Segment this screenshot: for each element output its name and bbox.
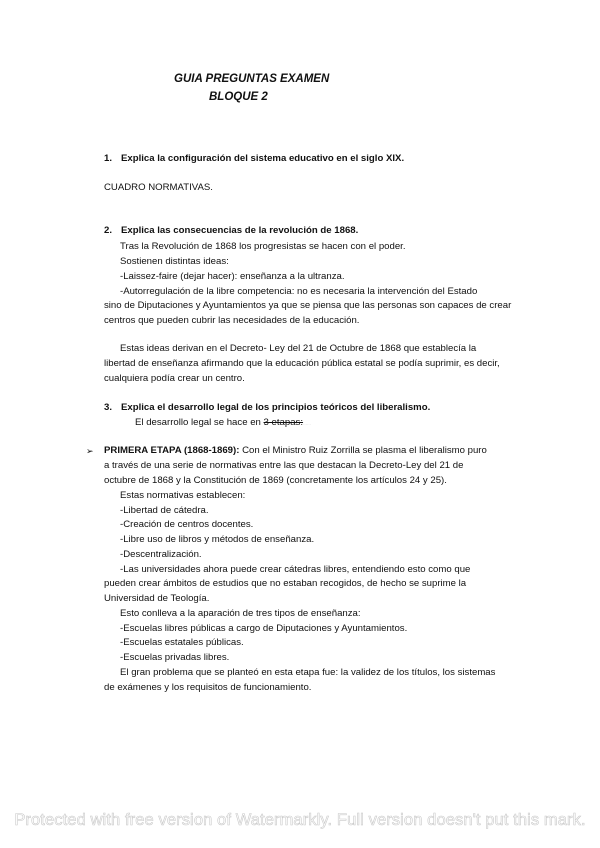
- question-2-number: 2.: [104, 225, 113, 236]
- watermark-text: Protected with free version of Watermarkly. Full version doesn't put this mark.: [14, 811, 586, 829]
- page-title: GUIA PREGUNTAS EXAMEN: [174, 73, 330, 85]
- question-3-heading: [104, 401, 430, 416]
- q2-paragraph-line: libertad de enseñanza afirmando que la educación pública estatal se podía suprimir, es decir,: [104, 358, 500, 369]
- q2-line: centros que pueden cubrir las necesidades de la educación.: [104, 315, 360, 326]
- first-stage-line: a través de una serie de normativas entre las que destacan la Decreto-Ley del 21 de: [104, 460, 464, 471]
- q3-intro: [135, 416, 311, 432]
- q3-intro-struck: 3 etapas:: [263, 417, 304, 428]
- question-1-number: 1.: [104, 153, 113, 164]
- norm-item-cont: Universidad de Teología.: [104, 593, 210, 604]
- q2-paragraph-line: cualquiera podía crear un centro.: [104, 373, 245, 384]
- q2-line: Sostienen distintas ideas:: [120, 256, 229, 267]
- question-1-answer: CUADRO NORMATIVAS.: [104, 182, 213, 193]
- problem-line: de exámenes y los requisitos de funcionamiento.: [104, 682, 312, 693]
- q2-paragraph-line: Estas ideas derivan en el Decreto- Ley del 21 de Octubre de 1868 que establecía la: [120, 343, 477, 354]
- first-stage-text: Con el Ministro Ruiz Zorrilla se plasma el liberalismo puro: [242, 445, 487, 456]
- q3-intro-tiny: ……: [303, 421, 312, 426]
- first-stage-label: PRIMERA ETAPA (1868-1869):: [104, 445, 240, 456]
- norm-item: -Libertad de cátedra.: [120, 505, 209, 516]
- question-3-text: Explica el desarrollo legal de los principios teóricos del liberalismo.: [121, 402, 431, 413]
- norm-item: -Creación de centros docentes.: [120, 519, 254, 530]
- norm-item: -Libre uso de libros y métodos de enseñanza.: [120, 534, 315, 545]
- norm-item: -Descentralización.: [120, 549, 202, 560]
- question-1-heading: [104, 152, 404, 167]
- question-2-text: Explica las consecuencias de la revolución de 1868.: [121, 225, 359, 236]
- question-1-text: Explica la configuración del sistema educativo en el siglo XIX.: [121, 153, 405, 164]
- q2-line: sino de Diputaciones y Ayuntamientos ya que se piensa que las personas son capaces de crear: [104, 300, 512, 311]
- school-item: -Escuelas estatales públicas.: [120, 637, 244, 648]
- q2-line: -Autorregulación de la libre competencia: no es necesaria la intervención del Estado: [120, 286, 478, 297]
- schools-intro: Esto conlleva a la aparación de tres tipos de enseñanza:: [120, 608, 361, 619]
- norm-item: -Las universidades ahora puede crear cátedras libres, entendiendo esto como que: [120, 564, 471, 575]
- q2-line: -Laissez-faire (dejar hacer): enseñanza a la ultranza.: [120, 271, 345, 282]
- question-2-heading: [104, 224, 358, 239]
- bullet-arrow-icon: ➢: [86, 446, 94, 456]
- q2-line: Tras la Revolución de 1868 los progresistas se hacen con el poder.: [120, 241, 406, 252]
- problem-line: El gran problema que se planteó en esta etapa fue: la validez de los títulos, los sistemas: [120, 667, 496, 678]
- norms-intro: Estas normativas establecen:: [120, 490, 246, 501]
- q3-intro-text: El desarrollo legal se hace en: [135, 417, 261, 428]
- school-item: -Escuelas libres públicas a cargo de Diputaciones y Ayuntamientos.: [120, 623, 408, 634]
- first-stage-line: [104, 444, 487, 459]
- school-item: -Escuelas privadas libres.: [120, 652, 230, 663]
- question-3-number: 3.: [104, 402, 113, 413]
- page-subtitle: BLOQUE 2: [209, 91, 268, 103]
- first-stage-line: octubre de 1868 y la Constitución de 1869 (concretamente los artículos 24 y 25).: [104, 475, 447, 486]
- norm-item-cont: pueden crear ámbitos de estudios que no estaban recogidos, de hecho se suprime la: [104, 578, 467, 589]
